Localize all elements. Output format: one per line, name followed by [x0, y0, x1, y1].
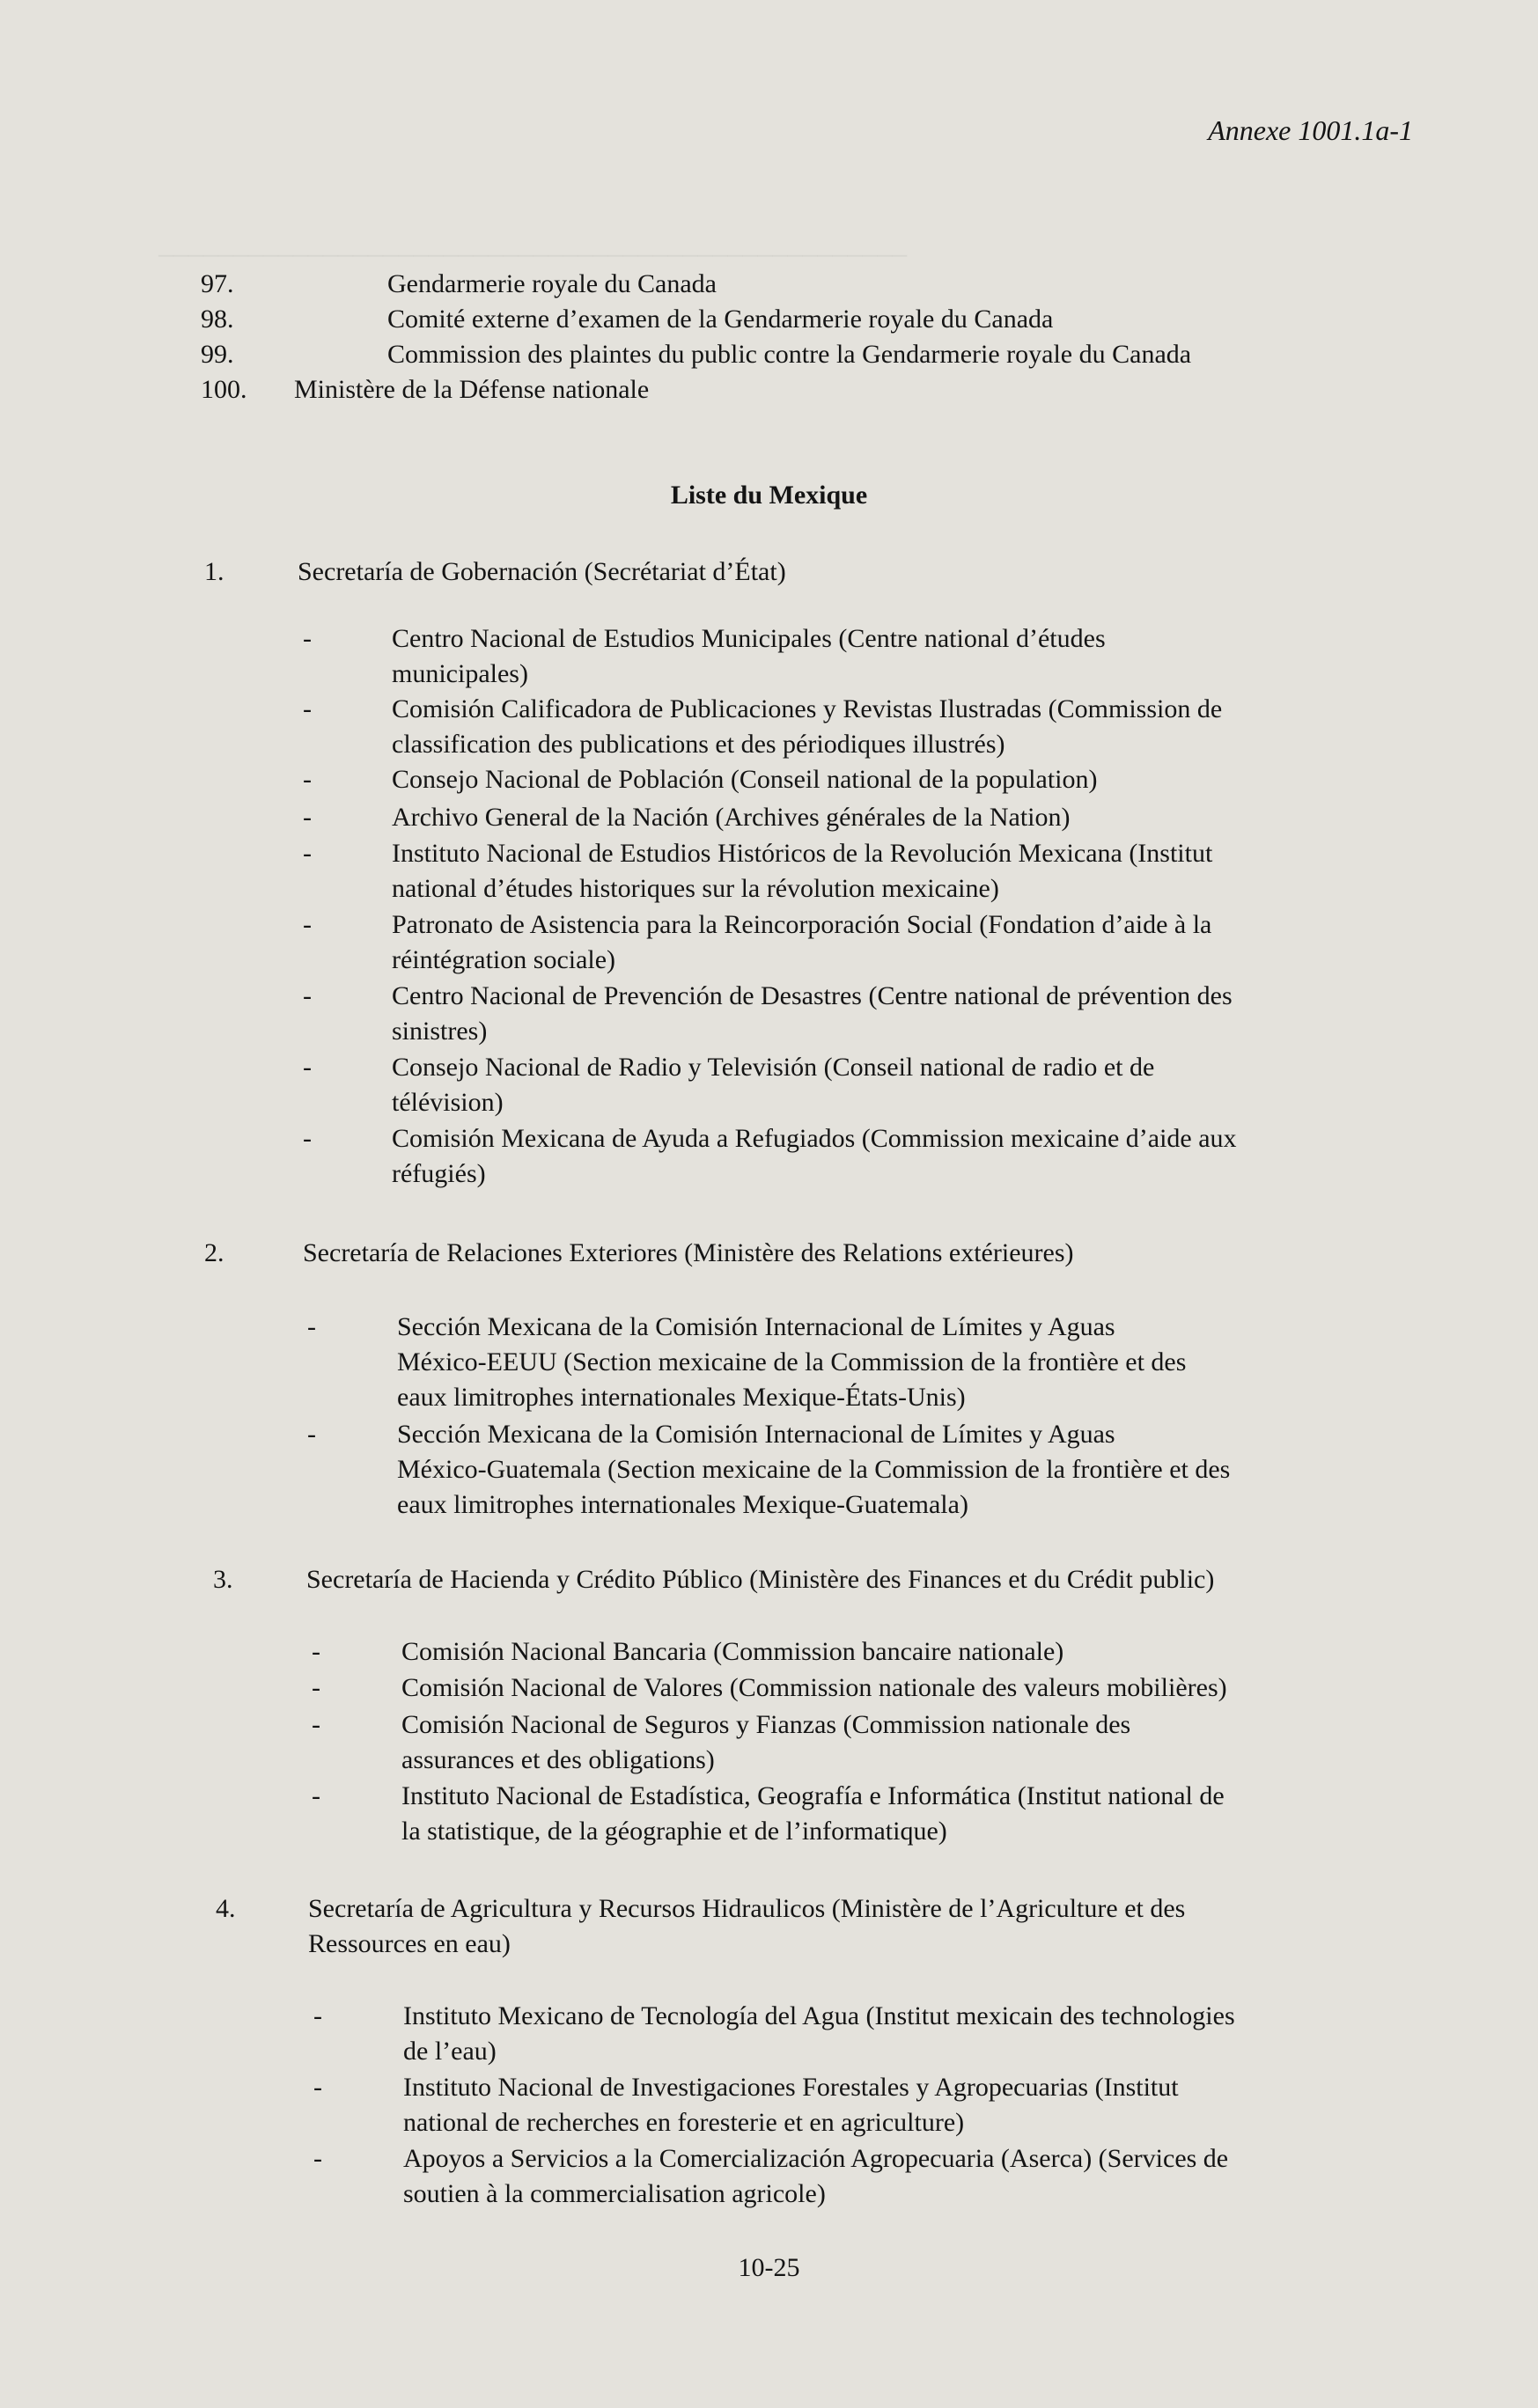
bullet-dash: - [313, 2073, 322, 2102]
list-item: Centro Nacional de Prevención de Desastres (Centre national de prévention des sinistres) [392, 981, 1233, 1046]
list-item: Sección Mexicana de la Comisión Internacional de Límites y Aguas México-Guatemala (Section mexicaine de la Commission de la frontière et des eaux limitrophes internationales Mexique-Guatemala) [397, 1420, 1231, 1519]
list-item: Consejo Nacional de Población (Conseil national de la population) [392, 765, 1098, 794]
list-item: Comisión Nacional Bancaria (Commission bancaire nationale) [401, 1637, 1064, 1666]
bullet-dash: - [303, 1124, 312, 1153]
list-item: Apoyos a Servicios a la Comercialización Agropecuaria (Aserca) (Services de soutien à la commercialisation agricole) [403, 2144, 1229, 2208]
section-heading: Secretaría de Agricultura y Recursos Hidraulicos (Ministère de l’Agriculture et des Ressources en eau) [308, 1894, 1186, 1958]
list-number: 98. [201, 305, 234, 334]
list-item: Gendarmerie royale du Canada [387, 269, 717, 298]
section-number: 2. [204, 1238, 224, 1267]
list-number: 100. [201, 375, 247, 404]
bullet-dash: - [303, 1053, 312, 1082]
list-item: Ministère de la Défense nationale [294, 375, 650, 404]
list-item: Instituto Mexicano de Tecnología del Agua (Institut mexicain des technologies de l’eau) [403, 2001, 1235, 2066]
list-item: Comité externe d’examen de la Gendarmerie royale du Canada [387, 305, 1054, 334]
bullet-dash: - [312, 1673, 320, 1702]
bullet-dash: - [303, 765, 312, 794]
annex-header: Annexe 1001.1a-1 [1208, 114, 1413, 146]
bullet-dash: - [303, 910, 312, 939]
list-item: Comisión Nacional de Valores (Commission nationale des valeurs mobilières) [401, 1673, 1227, 1702]
list-item: Comisión Nacional de Seguros y Fianzas (Commission nationale des assurances et des obligations) [401, 1710, 1131, 1774]
list-item: Archivo General de la Nación (Archives générales de la Nation) [392, 803, 1071, 832]
page-number: 10-25 [738, 2253, 800, 2282]
list-item: Patronato de Asistencia para la Reincorporación Social (Fondation d’aide à la réintégration sociale) [392, 910, 1212, 974]
section-heading: Secretaría de Gobernación (Secrétariat d’État) [298, 557, 786, 586]
bullet-dash: - [312, 1781, 320, 1810]
bullet-dash: - [313, 2144, 322, 2173]
list-item: Instituto Nacional de Investigaciones Forestales y Agropecuarias (Institut national de recherches en foresterie et en agriculture) [403, 2073, 1179, 2137]
list-item: Instituto Nacional de Estadística, Geografía e Informática (Institut national de la statistique, de la géographie et de l’informatique) [401, 1781, 1225, 1846]
section-heading: Secretaría de Hacienda y Crédito Público (Ministère des Finances et du Crédit public) [306, 1565, 1215, 1594]
bullet-dash: - [312, 1710, 320, 1739]
section-number: 4. [216, 1894, 236, 1923]
section-number: 3. [213, 1565, 233, 1594]
list-item: Sección Mexicana de la Comisión Internacional de Límites y Aguas México-EEUU (Section mexicaine de la Commission de la frontière et des eaux limitrophes internationales Mexique-États-Unis) [397, 1312, 1187, 1412]
section-heading: Secretaría de Relaciones Exteriores (Ministère des Relations extérieures) [303, 1238, 1074, 1267]
bullet-dash: - [303, 694, 312, 723]
list-item: Comisión Mexicana de Ayuda a Refugiados (Commission mexicaine d’aide aux réfugiés) [392, 1124, 1237, 1188]
list-item: Commission des plaintes du public contre la Gendarmerie royale du Canada [387, 340, 1192, 369]
section-number: 1. [204, 557, 224, 586]
list-item: Instituto Nacional de Estudios Históricos de la Revolución Mexicana (Institut national d’études historiques sur la révolution mexicaine) [392, 839, 1213, 903]
list-item: Centro Nacional de Estudios Municipales (Centre national d’études municipales) [392, 624, 1106, 688]
list-number: 97. [201, 269, 234, 298]
bullet-dash: - [313, 2001, 322, 2030]
bullet-dash: - [303, 839, 312, 868]
list-number: 99. [201, 340, 234, 369]
bullet-dash: - [303, 803, 312, 832]
bullet-dash: - [312, 1637, 320, 1666]
bullet-dash: - [307, 1312, 316, 1341]
list-item: Consejo Nacional de Radio y Televisión (Conseil national de radio et de télévision) [392, 1053, 1155, 1117]
section-title: Liste du Mexique [670, 481, 868, 510]
bullet-dash: - [303, 624, 312, 653]
list-item: Comisión Calificadora de Publicaciones y Revistas Ilustradas (Commission de classification des publications et des périodiques illustrés) [392, 694, 1223, 759]
bullet-dash: - [303, 981, 312, 1010]
bullet-dash: - [307, 1420, 316, 1449]
bleed-through-background: ────────────────────────────────────────────────── [158, 245, 908, 268]
